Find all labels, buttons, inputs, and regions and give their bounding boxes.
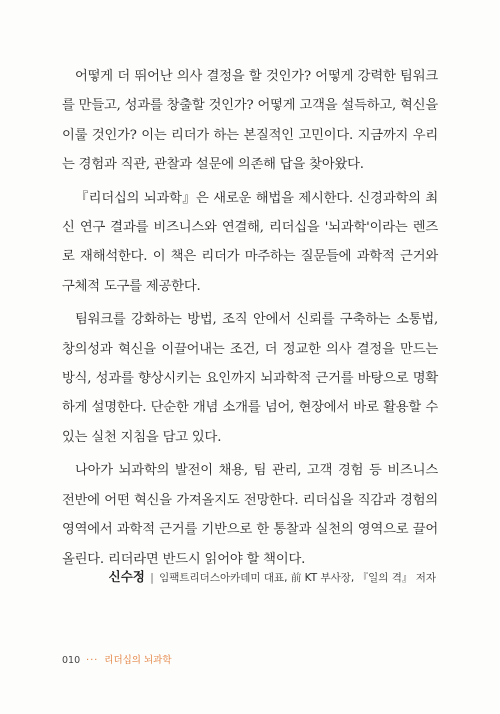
paragraph-4: 나아가 뇌과학의 발전이 채용, 팀 관리, 고객 경험 등 비즈니스 전반에 어떤 혁신을 가져올지도 전망한다. 리더십을 직감과 경험의 영역에서 과학적 근거를 기반으로 한 통찰과 실천의 영역으로 끌어올린다. 리더라면 반드시 읽어야 할 책이다. — [62, 463, 438, 567]
endorsement-attribution — [109, 567, 436, 585]
page-footer — [62, 652, 172, 666]
paragraph-1: 어떻게 더 뛰어난 의사 결정을 할 것인가? 어떻게 강력한 팀워크를 만들고, 성과를 창출할 것인가? 어떻게 고객을 설득하고, 혁신을 이룰 것인가? 이는 리더가 하는 본질적인 고민이다. 지금까지 우리는 경험과 직관, 관찰과 설문에 의존해 답을 찾아왔다. — [62, 69, 438, 173]
paragraph-2: 『리더십의 뇌과학』은 새로운 해법을 제시한다. 신경과학의 최신 연구 결과를 비즈니스와 연결해, 리더십을 '뇌과학'이라는 렌즈로 재해석한다. 이 책은 리더가 마주하는 질문들에 과학적 근거와 구체적 도구를 제공한다. — [62, 190, 438, 294]
body-text — [62, 62, 438, 574]
page-number: 010 — [62, 655, 81, 666]
paragraph-3: 팀워크를 강화하는 방법, 조직 안에서 신뢰를 구축하는 소통법, 창의성과 혁신을 이끌어내는 조건, 더 정교한 의사 결정을 만드는 방식, 성과를 향상시키는 요인까지 뇌과학적 근거를 바탕으로 명확하게 설명한다. 단순한 개념 소개를 넘어, 현장에서 바로 활용할 수 있는 실천 지침을 담고 있다. — [62, 312, 438, 445]
endorser-role: 임팩트리더스아카데미 대표, 前 KT 부사장, 『일의 격』 저자 — [159, 572, 436, 584]
footer-dots: ··· — [86, 655, 99, 666]
running-title: 리더십의 뇌과학 — [104, 655, 172, 666]
attribution-separator: | — [150, 572, 154, 584]
endorser-name: 신수정 — [108, 569, 145, 584]
